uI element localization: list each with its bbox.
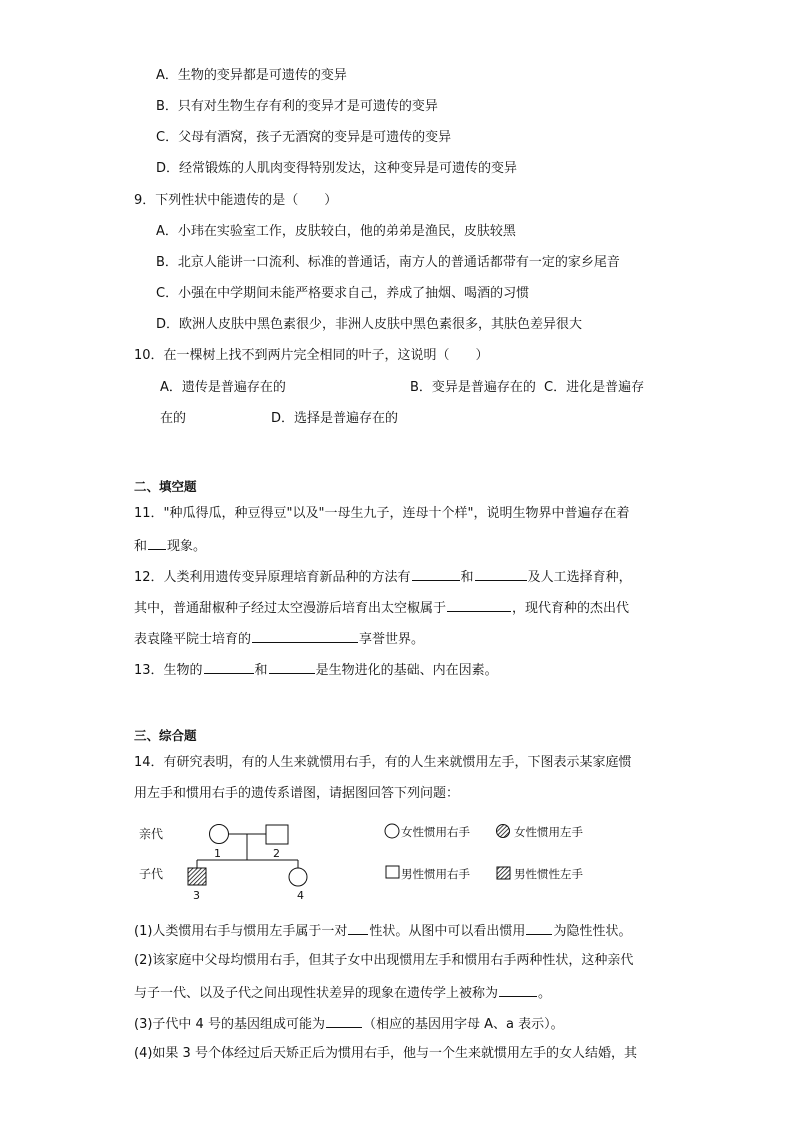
sub3-blank[interactable] [326,1014,362,1028]
q8-option-d: D．经常锻炼的人肌肉变得特别发达，这种变异是可遗传的变异 [156,161,518,176]
q8-option-a: A．生物的变异都是可遗传的变异 [156,68,347,83]
legend-female-right-hand-label: 女性惯用右手 [401,825,470,839]
sub3-text-1: (3)子代中 4 号的基因组成可能为 [134,1017,325,1032]
sub1-text-1: (1)人类惯用右手与惯用左手属于一对 [134,924,348,939]
q14-line2: 用左手和惯用右手的遗传系谱图，请据图回答下列问题： [134,786,460,801]
q8-option-b: B．只有对生物生存有利的变异才是可遗传的变异 [156,99,438,114]
legend-female-right-hand-symbol [385,824,399,838]
section-heading-comprehensive: 三、综合题 [134,728,197,743]
legend-male-right-hand-symbol [386,866,399,878]
q12-text-2: 和 [460,570,474,585]
legend-male-left-hand-symbol [497,867,510,879]
q12-text-3: 及人工选择育种， [527,570,632,585]
sub-question-4-line1: (4)如果 3 号个体经过后天矫正后为惯用右手，他与一个生来就惯用左手的女人结婚，其 [134,1046,637,1061]
q9-option-b: B．北京人能讲一口流利、标准的普通话，南方人的普通话都带有一定的家乡尾音 [156,255,620,270]
sub2-text-1: 与子一代、以及子代之间出现性状差异的现象在遗传学上被称为 [134,986,499,1001]
parent-1-female-right-hand-symbol [210,825,229,844]
q9-option-c: C．小强在中学期间未能严格要求自己，养成了抽烟、喝酒的习惯 [156,286,530,301]
q11-line1: 11．"种瓜得瓜，种豆得豆"以及"一母生九子，连母十个样"，说明生物界中普遍存在着 [134,506,630,521]
q14-line1: 14．有研究表明，有的人生来就惯用右手，有的人生来就惯用左手，下图表示某家庭惯 [134,755,632,770]
q11-text-end: 现象。 [167,539,207,554]
q12-text-5: ，现代育种的杰出代 [512,601,630,616]
individual-4-number: 4 [297,889,304,902]
individual-3-number: 3 [193,889,200,902]
sub-question-3 [134,1014,564,1034]
q12-text-1: 12．人类利用遗传变异原理培育新品种的方法有 [134,570,411,585]
sub1-text-2: 性状。从图中可以看出惯用 [369,924,526,939]
sub1-text-3: 为隐性性状。 [553,924,632,939]
child-4-female-right-hand-symbol [289,868,307,886]
sub-question-2-line2 [134,983,551,1003]
sub2-blank[interactable] [499,983,537,997]
q13-text-1: 13．生物的 [134,663,203,678]
individual-2-number: 2 [273,847,280,860]
sub-question-1 [134,921,631,941]
q10-option-b: B．变异是普遍存在的 [410,380,536,395]
q9-option-a: A．小玮在实验室工作，皮肤较白，他的弟弟是渔民，皮肤较黑 [156,224,516,239]
child-3-male-left-hand-symbol [188,868,206,885]
sub2-text-2: 。 [538,986,552,1001]
q8-option-c: C．父母有酒窝，孩子无酒窝的变异是可遗传的变异 [156,130,452,145]
sub-question-2-line1: (2)该家庭中父母均惯用右手，但其子女中出现惯用左手和惯用右手两种性状，这种亲代 [134,953,634,968]
children-generation-label: 子代 [139,867,164,881]
section-heading-fill-in: 二、填空题 [134,479,197,494]
legend-female-left-hand-symbol [497,825,510,838]
parent-2-male-right-hand-symbol [266,825,288,844]
q12-text-7: 享誉世界。 [359,632,425,647]
sub3-text-2: （相应的基因用字母 A、a 表示）。 [362,1017,564,1032]
q9-option-d: D．欧洲人皮肤中黑色素很少，非洲人皮肤中黑色素很多，其肤色差异很大 [156,317,583,332]
q10-option-c: C．进化是普遍存 [544,380,645,395]
individual-1-number: 1 [214,847,221,860]
q13-text-3: 是生物进化的基础、内在因素。 [315,663,498,678]
legend-male-left-hand-label: 男性惯性左手 [514,867,583,881]
q10-option-a: A．遗传是普遍存在的 [160,380,286,395]
q12-text-6: 表袁隆平院士培育的 [134,632,252,647]
legend-female-left-hand-label: 女性惯用左手 [514,825,583,839]
q11-text-and: 和 [134,539,148,554]
q10-option-c-cont: 在的 [160,411,187,426]
sub1-blank-2[interactable] [526,921,552,935]
q13-text-2: 和 [254,663,268,678]
q9-stem: 9．下列性状中能遗传的是（ ） [134,193,338,208]
q12-text-4: 其中，普通甜椒种子经过太空漫游后培育出太空椒属于 [134,601,447,616]
sub1-blank-1[interactable] [348,921,368,935]
q10-stem: 10．在一棵树上找不到两片完全相同的叶子，这说明（ ） [134,348,489,363]
q10-option-d: D．选择是普遍存在的 [271,411,399,426]
legend-male-right-hand-label: 男性惯用右手 [401,867,470,881]
parents-generation-label: 亲代 [139,827,164,841]
